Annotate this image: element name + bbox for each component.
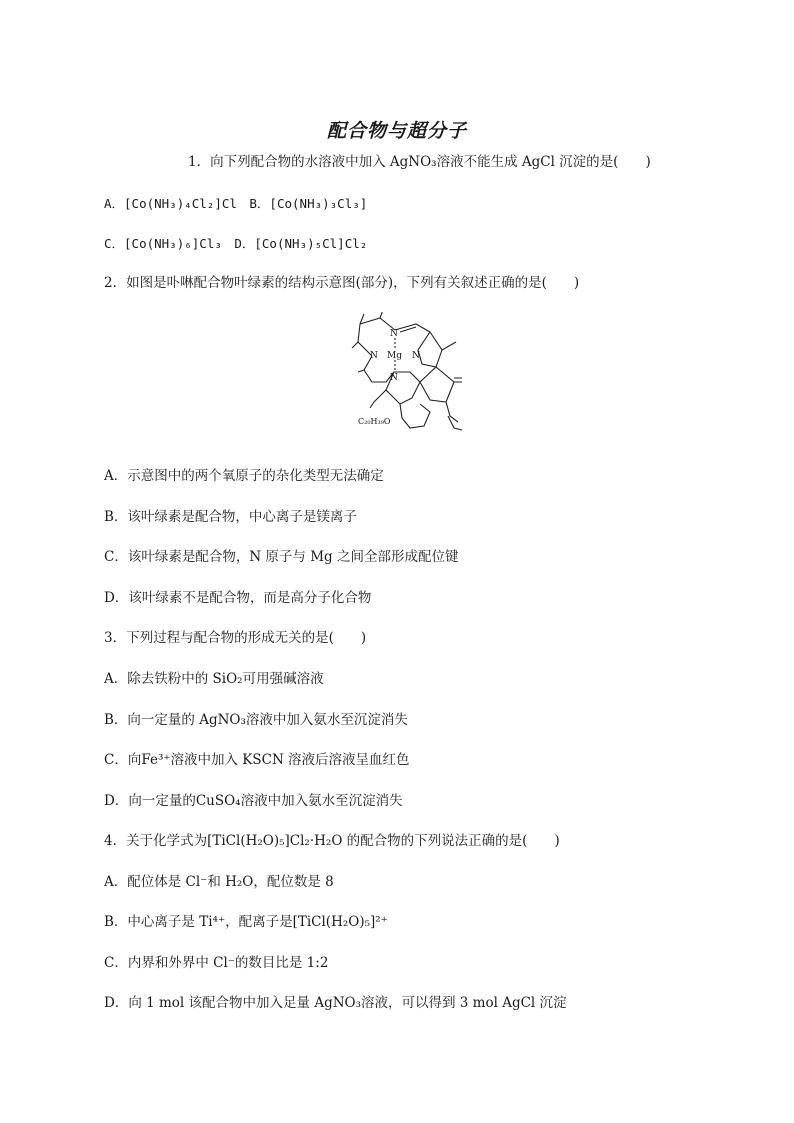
magnesium-label: Mg — [387, 351, 402, 361]
phytyl-group-label: C₂₀H₃₉O — [358, 417, 391, 426]
nitrogen-label-right: N — [412, 351, 420, 361]
question-4-option-c: C．内界和外界中 Cl⁻的数目比是 1:2 — [104, 955, 329, 971]
question-3-option-a: A．除去铁粉中的 SiO₂可用强碱溶液 — [104, 671, 324, 687]
nitrogen-label-top: N — [390, 329, 398, 339]
nitrogen-label-left: N — [370, 351, 378, 361]
question-3-stem: 3．下列过程与配合物的形成无关的是( ) — [104, 630, 367, 646]
question-1-option-cd: C．[Co(NH₃)₆]Cl₃ D．[Co(NH₃)₅Cl]Cl₂ — [104, 236, 368, 251]
question-2-option-c: C．该叶绿素是配合物，N 原子与 Mg 之间全部形成配位键 — [104, 549, 459, 565]
page-title: 配合物与超分子 — [326, 120, 467, 142]
question-4-option-a: A．配位体是 Cl⁻和 H₂O，配位数是 8 — [104, 874, 334, 890]
question-3-option-d: D．向一定量的CuSO₄溶液中加入氨水至沉淀消失 — [104, 793, 403, 809]
question-3-option-c: C．向Fe³⁺溶液中加入 KSCN 溶液后溶液呈血红色 — [104, 752, 410, 768]
chlorophyll-structure-figure — [350, 312, 470, 437]
question-3-option-b: B．向一定量的 AgNO₃溶液中加入氨水至沉淀消失 — [104, 712, 408, 728]
question-2-option-b: B．该叶绿素是配合物，中心离子是镁离子 — [104, 509, 357, 525]
nitrogen-label-bottom: N — [390, 373, 398, 383]
question-2-option-d: D．该叶绿素不是配合物，而是高分子化合物 — [104, 590, 372, 606]
question-2-stem: 2．如图是卟啉配合物叶绿素的结构示意图(部分)，下列有关叙述正确的是( ) — [104, 275, 580, 291]
question-2-option-a: A．示意图中的两个氧原子的杂化类型无法确定 — [104, 468, 384, 484]
chlorophyll-structure-diagram — [350, 312, 470, 437]
question-1-stem: 1．向下列配合物的水溶液中加入 AgNO₃溶液不能生成 AgCl 沉淀的是( ) — [188, 154, 651, 170]
question-4-option-b: B．中心离子是 Ti⁴⁺，配离子是[TiCl(H₂O)₅]²⁺ — [104, 914, 388, 930]
question-1-option-ab: A．[Co(NH₃)₄Cl₂]Cl B．[Co(NH₃)₃Cl₃] — [104, 196, 368, 211]
question-4-stem: 4．关于化学式为[TiCl(H₂O)₅]Cl₂·H₂O 的配合物的下列说法正确的是( ) — [104, 833, 560, 849]
question-4-option-d: D．向 1 mol 该配合物中加入足量 AgNO₃溶液，可以得到 3 mol AgCl 沉淀 — [104, 995, 567, 1011]
